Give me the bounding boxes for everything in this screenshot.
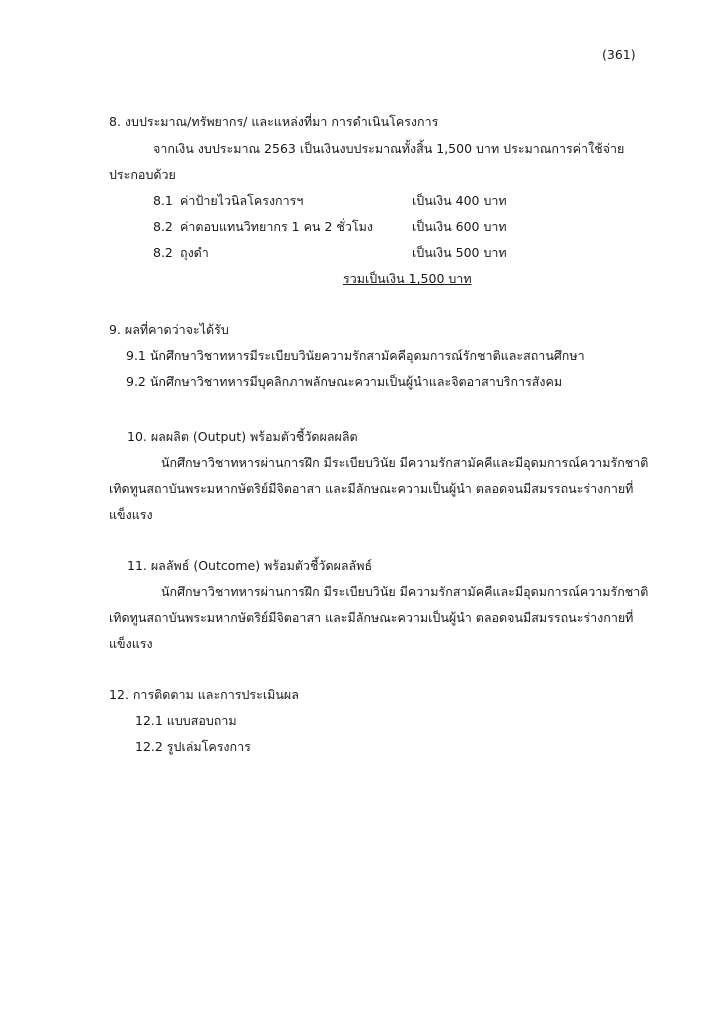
- outcome-text-line-3: แข็งแรง: [109, 636, 153, 651]
- section-10-heading: 10. ผลผลิต (Output) พร้อมตัวชี้วัดผลผลิต: [127, 429, 358, 444]
- output-text-line-2: เทิดทูนสถาบันพระมหากษัตริย์มีจิตอาสา และมีลักษณะความเป็นผู้นำ ตลอดจนมีสมรรถนะร่างกายที่: [109, 481, 634, 496]
- budget-item-amount: เป็นเงิน 500 บาท: [412, 245, 507, 260]
- budget-item-amount: เป็นเงิน 600 บาท: [412, 219, 507, 234]
- evaluation-item: 12.1 แบบสอบถาม: [135, 713, 237, 728]
- expected-result-item: 9.1 นักศึกษาวิชาทหารมีระเบียบวินัยความรักสามัคคีอุดมการณ์รักชาติและสถานศึกษา: [126, 348, 585, 363]
- section-8-intro-line-2: ประกอบด้วย: [109, 167, 176, 182]
- section-12-heading: 12. การติดตาม และการประเมินผล: [109, 687, 299, 702]
- budget-item-number: 8.2: [153, 245, 173, 260]
- budget-total: รวมเป็นเงิน 1,500 บาท: [343, 271, 472, 286]
- section-11-heading: 11. ผลลัพธ์ (Outcome) พร้อมตัวชี้วัดผลลัพธ์: [127, 558, 373, 573]
- budget-item-number: 8.2: [153, 219, 173, 234]
- output-text-line-1: นักศึกษาวิชาทหารผ่านการฝึก มีระเบียบวินัย มีความรักสามัคคีและมีอุดมการณ์ความรักชาติ: [161, 455, 649, 470]
- section-9-heading: 9. ผลที่คาดว่าจะได้รับ: [109, 322, 229, 337]
- section-8-heading: 8. งบประมาณ/ทรัพยากร/ และแหล่งที่มา การดำเนินโครงการ: [109, 114, 439, 129]
- outcome-text-line-2: เทิดทูนสถาบันพระมหากษัตริย์มีจิตอาสา และมีลักษณะความเป็นผู้นำ ตลอดจนมีสมรรถนะร่างกายที่: [109, 610, 634, 625]
- page-number: (361): [602, 47, 636, 62]
- budget-item-description: ถุงดำ: [180, 245, 209, 260]
- output-text-line-3: แข็งแรง: [109, 507, 153, 522]
- budget-item-amount: เป็นเงิน 400 บาท: [412, 193, 507, 208]
- outcome-text-line-1: นักศึกษาวิชาทหารผ่านการฝึก มีระเบียบวินัย มีความรักสามัคคีและมีอุดมการณ์ความรักชาติ: [161, 584, 649, 599]
- budget-item-description: ค่าตอบแทนวิทยากร 1 คน 2 ชั่วโมง: [180, 219, 373, 234]
- evaluation-item: 12.2 รูปเล่มโครงการ: [135, 739, 251, 754]
- section-8-intro-line-1: จากเงิน งบประมาณ 2563 เป็นเงินงบประมาณทั้งสิ้น 1,500 บาท ประมาณการค่าใช้จ่าย: [153, 141, 625, 156]
- expected-result-item: 9.2 นักศึกษาวิชาทหารมีบุคลิกภาพลักษณะความเป็นผู้นำและจิตอาสาบริการสังคม: [126, 374, 563, 389]
- budget-item-description: ค่าป้ายไวนิลโครงการฯ: [180, 193, 304, 208]
- budget-item-number: 8.1: [153, 193, 173, 208]
